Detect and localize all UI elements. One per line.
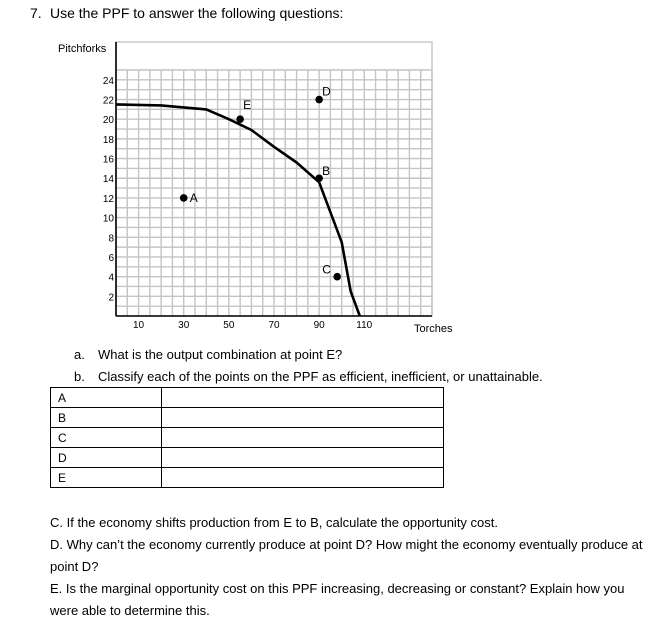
row-label: E [51,468,162,488]
point-d-label: D [322,84,331,99]
answer-cell[interactable] [162,448,444,468]
table-row [51,388,444,408]
point-c-label: C [322,262,331,277]
y-tick-label: 10 [102,213,114,225]
ppf-curve [116,104,360,316]
table-row [51,448,444,468]
sub-question-b [74,369,543,384]
sub-question-a-text: What is the output combination at point E? [98,347,343,362]
question-d: D. Why can’t the economy currently produce at point D? How might the economy eventually produce at point D? [50,537,643,574]
answer-cell[interactable] [162,388,444,408]
point-a-marker [180,194,188,202]
x-tick-label: 70 [268,320,280,331]
y-tick-label: 14 [102,174,114,186]
sub-question-a-letter: a. [74,347,85,362]
classification-table [50,387,444,488]
y-tick-label: 2 [108,292,114,304]
y-tick-label: 22 [102,95,114,107]
row-label: C [51,428,162,448]
point-e-marker [236,115,244,123]
point-a-label: A [189,190,198,205]
question-number: 7. [30,5,42,21]
y-tick-label: 8 [108,233,114,245]
table-row [51,428,444,448]
y-tick-label: 18 [102,134,114,146]
y-tick-label: 16 [102,154,114,166]
row-label: D [51,448,162,468]
answer-cell[interactable] [162,428,444,448]
y-tick-label: 12 [102,193,114,205]
table-row [51,408,444,428]
y-tick-label: 4 [108,272,114,284]
x-tick-label: 110 [356,320,373,331]
y-tick-label: 24 [102,75,114,87]
point-c-marker [333,273,341,281]
questions-c-d-e [50,512,650,622]
y-axis-label: Pitchforks [58,43,107,55]
row-label: B [51,408,162,428]
x-tick-label: 30 [178,320,190,331]
y-tick-label: 20 [102,115,114,127]
question-e: E. Is the marginal opportunity cost on this PPF increasing, decreasing or constant? Explain how you were able to determine this. [50,581,625,618]
chart-grid [116,42,432,316]
x-tick-labels [133,320,373,331]
question-text: Use the PPF to answer the following questions: [50,5,344,21]
point-e-label: E [243,98,252,113]
answer-cell[interactable] [162,408,444,428]
y-tick-labels [103,76,115,303]
table-row [51,468,444,488]
x-tick-label: 50 [223,320,235,331]
row-label: A [51,388,162,408]
x-tick-label: 90 [313,320,325,331]
y-tick-label: 6 [108,252,114,264]
answer-cell[interactable] [162,468,444,488]
x-tick-label: 10 [133,320,145,331]
point-b-label: B [322,164,331,179]
x-axis-label: Torches [414,323,453,335]
question-c: C. If the economy shifts production from E to B, calculate the opportunity cost. [50,515,498,530]
chart-points [180,85,341,281]
sub-question-b-text: Classify each of the points on the PPF as efficient, inefficient, or unattainable. [98,369,543,384]
sub-question-b-letter: b. [74,369,85,384]
sub-question-a [74,347,342,362]
